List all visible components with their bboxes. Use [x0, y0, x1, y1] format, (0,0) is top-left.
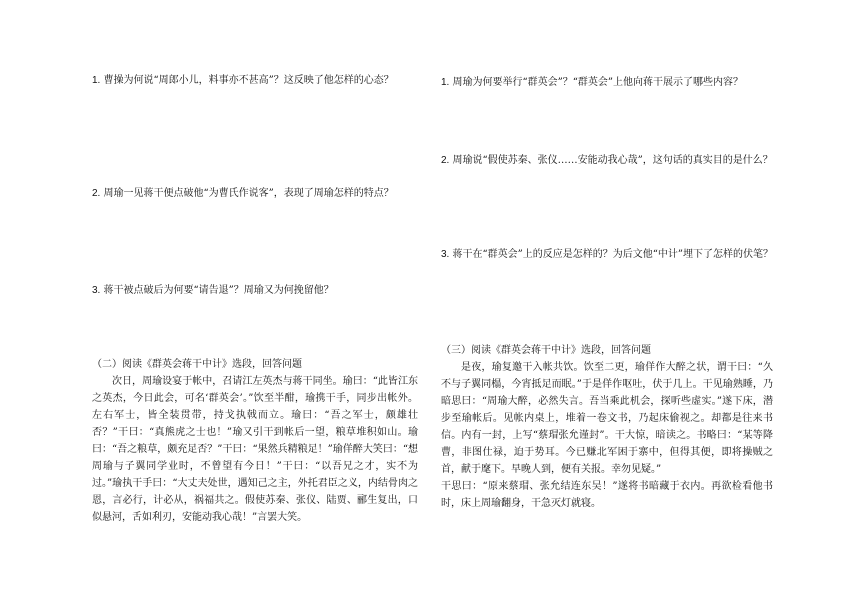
question-number: 2. [92, 188, 101, 199]
question-number: 3. [441, 249, 450, 260]
question-text: 周瑜为何要举行“群英会”？“群英会”上他向蒋干展示了哪些内容？ [452, 77, 743, 88]
passage-heading: （三）阅读《群英会蒋干中计》选段，回答问题 [441, 345, 651, 356]
question-number: 3. [92, 285, 101, 296]
passage-heading: （二）阅读《群英会蒋干中计》选段，回答问题 [92, 359, 302, 370]
question-text: 周瑜说“假使苏秦、张仪……安能动我心哉”，这句话的真实目的是什么？ [452, 155, 773, 166]
question-number: 1. [92, 75, 101, 86]
passage-two [92, 356, 418, 526]
question-text: 周瑜一见蒋干便点破他“为曹氏作说客”，表现了周瑜怎样的特点？ [103, 188, 394, 199]
right-question-1 [441, 74, 776, 91]
passage-paragraph: 干思曰：“原来蔡瑁、张允结连东吴！”遂将书暗藏于衣内。再欲检看他书时，床上周瑜翻身，干急灭灯就寝。 [441, 481, 773, 509]
question-number: 1. [441, 77, 450, 88]
passage-paragraph: 次日，周瑜设宴于帐中，召请江左英杰与蒋干同坐。瑜曰：“此皆江东之英杰，今日此会，可名‘群英会’。”饮至半酣，瑜携干手，同步出帐外。左右军士，皆全装贯带，持戈执戟而立。瑜曰：“吾之军士，颇雄壮否？”干曰：“真熊虎之士也！”瑜又引干到帐后一望，粮草堆积如山。瑜曰：“吾之粮草，颇充足否？”干曰：“果然兵精粮足！”瑜佯醉大笑曰：“想周瑜与子翼同学业时，不曾望有今日！”干曰：“以吾兄之才，实不为过。”瑜执干手曰：“大丈夫处世，遇知己之主，外托君臣之义，内结骨肉之恩，言必行，计必从，祸福共之。假使苏秦、张仪、陆贾、郦生复出，口似悬河，舌如利刃，安能动我心哉！”言罢大笑。 [92, 376, 418, 523]
passage-three [441, 342, 773, 512]
left-question-3 [92, 282, 422, 299]
left-question-1 [92, 72, 422, 89]
question-number: 2. [441, 155, 450, 166]
question-text: 蒋干被点破后为何要“请告退”？周瑜又为何挽留他？ [103, 285, 334, 296]
passage-paragraph: 是夜，瑜复邀干入帐共饮。饮至二更，瑜佯作大醉之状，谓干曰：“久不与子翼同榻，今宵抵足而眠。”于是佯作呕吐，伏于几上。干见瑜熟睡，乃暗思曰：“周瑜大醉，必然失言。吾当乘此机会，探听些虚实。”遂下床，潜步至瑜帐后。见帐内桌上，堆着一卷文书，乃起床偷视之。却都是往来书信。内有一封，上写“蔡瑁张允谨封”。干大惊，暗读之。书略曰：“某等降曹，非图仕禄，迫于势耳。今已赚北军困于寨中，但得其便，即将操贼之首，献于麾下。早晚人到，便有关报。幸勿见疑。” [441, 362, 773, 475]
question-text: 曹操为何说“周郎小儿，料事亦不甚高”？这反映了他怎样的心态？ [103, 75, 394, 86]
left-question-2 [92, 185, 422, 202]
right-question-2 [441, 152, 776, 169]
right-question-3 [441, 246, 776, 263]
question-text: 蒋干在“群英会”上的反应是怎样的？为后文他“中计”埋下了怎样的伏笔？ [452, 249, 773, 260]
